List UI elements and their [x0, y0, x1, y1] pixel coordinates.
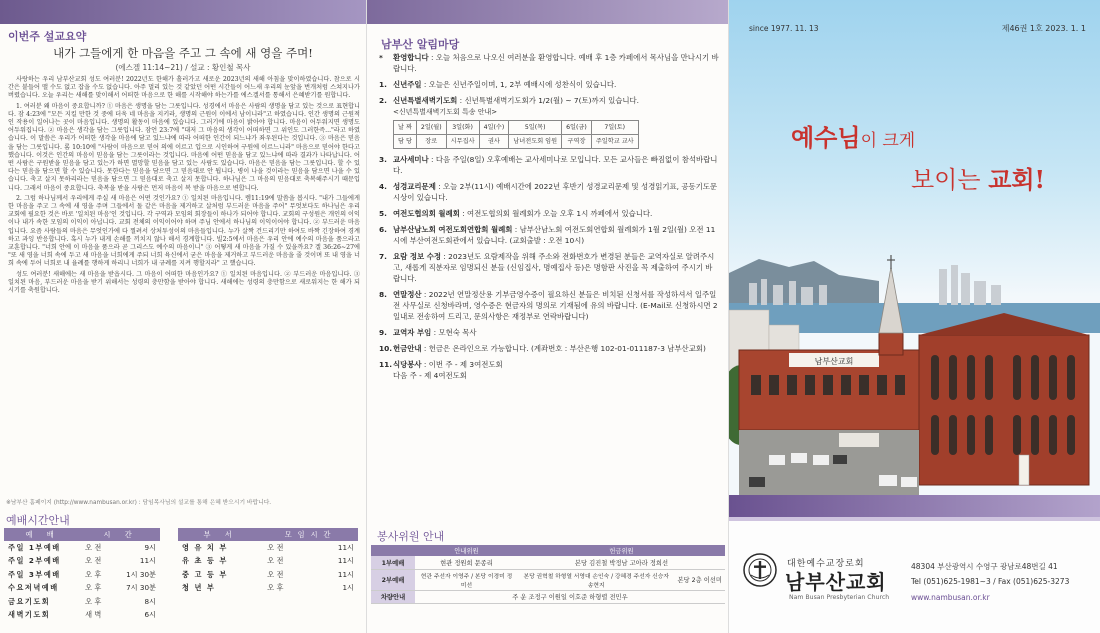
- ribbon-stripe: [729, 517, 1100, 521]
- worship-name: 새벽기도회: [8, 610, 51, 620]
- slogan-line-2: [911, 160, 1045, 195]
- announcement-item: [379, 224, 719, 246]
- table-cell: 날 짜: [394, 121, 417, 135]
- slogan-jesus: 예수님: [791, 123, 861, 152]
- department-hour: 11시: [337, 569, 354, 579]
- homepage-note: ※남부산 홈페이지 (http://www.nambusan.or.kr) : 담임목사님의 설교를 통해 은혜 받으시기 바랍니다.: [6, 500, 272, 506]
- header-time: 시 간: [81, 528, 160, 541]
- announcement-item: [379, 208, 719, 219]
- item-number: 8.: [379, 290, 387, 299]
- worship-name: 금요기도회: [8, 596, 51, 606]
- item-text: : 신년특별새벽기도회가 1/2(월) ~ 7(토)까지 있습니다.: [457, 96, 640, 105]
- roster-label: 차량안내: [371, 590, 415, 603]
- dawn-table-title: <신년특별새벽기도회 특송 안내>: [393, 108, 498, 116]
- sermon-paragraph: 사랑하는 우리 남부산교회 성도 여러분! 2022년도 한해가 흘러가고 새로운 2023년의 새해 아침을 맞이하였습니다. 참으로 시간은 붙들어 맬 수도 없고 잡을 수도 없습니다. 아주 멀리 있는 것 같았던 어떤 시간들이 어느새 우리의 눈앞을 번개처럼 스쳐지나가 버렸습니다. 오늘 우리는 새해를 맞이해서 어떠한 마음으로 한 해를 시작해야 하는가를 에스겔서를 통해서 은혜받기를 원합니다.: [8, 76, 360, 100]
- slogan-line-1: [791, 118, 915, 153]
- table-cell: 남녀전도회 임원: [509, 135, 562, 149]
- department-ampm: 오 전: [267, 542, 284, 552]
- worship-ampm: 오 후: [85, 583, 102, 593]
- worship-hour: 1시 30분: [126, 569, 156, 579]
- department-name: 청 년 부: [182, 583, 216, 593]
- item-heading: 연말정산: [393, 290, 422, 299]
- item-number: 1.: [379, 80, 387, 89]
- table-row: [178, 555, 358, 569]
- table-cell: 장로: [416, 135, 446, 149]
- item-heading: 교역자 부임: [393, 328, 432, 337]
- table-row: [4, 595, 160, 609]
- table-row: [394, 121, 639, 135]
- header-worship: 예 배: [4, 528, 81, 541]
- sermon-panel: [0, 0, 366, 633]
- item-text: : 이번 주 - 제 3여전도회 다음 주 - 제 4여전도회: [393, 360, 503, 380]
- dawn-prayer-table: [393, 120, 639, 149]
- worship-name: 주일 1부예배: [8, 542, 61, 552]
- roster-offering: 본당 김진철 박정남 고아라 정희선: [518, 556, 725, 569]
- table-cell: 7일(토): [591, 121, 638, 135]
- department-ampm: 오 전: [267, 569, 284, 579]
- department-schedule-table: [178, 528, 358, 595]
- department-ampm: 오 후: [267, 583, 284, 593]
- announcement-item: [379, 289, 719, 322]
- building-sign: 남부산교회: [814, 357, 854, 366]
- item-text: : 오늘 처음으로 나오신 여러분을 환영합니다. 예배 후 1층 카페에서 목사님을 만나시기 바랍니다.: [393, 53, 719, 73]
- item-text: : 여전도협의회 월례회가 오늘 오후 1시 까페에서 있습니다.: [459, 209, 653, 218]
- header-offering: 헌금위원: [518, 545, 725, 556]
- table-cell: 2일(월): [416, 121, 446, 135]
- item-number: 9.: [379, 328, 387, 337]
- table-cell: 시무집사: [446, 135, 479, 149]
- header-department: 부 서: [178, 528, 263, 541]
- item-heading: 헌금안내: [393, 344, 422, 353]
- roster-offering: 본당 권혁철 하형열 서영대 손인숙 / 강혜경 주선자 신승자 송현지: [518, 569, 674, 590]
- table-row: [4, 541, 160, 555]
- announcement-item: [379, 327, 719, 338]
- table-cell: 3일(화): [446, 121, 479, 135]
- item-number: 5.: [379, 209, 387, 218]
- announcement-item: [379, 79, 719, 90]
- roster-label: 2부예배: [371, 569, 415, 590]
- item-text: : 다음 주일(8일) 오후예배는 교사세미나로 모입니다. 모든 교사들은 빠짐없이 참석바랍니다.: [393, 155, 718, 175]
- church-address: 48304 부산광역시 수영구 광남로48번길 41: [911, 562, 1058, 571]
- worship-hour: 8시: [144, 596, 156, 606]
- header-meeting-time: 모임시간: [263, 528, 358, 541]
- ribbon-band: [729, 495, 1100, 517]
- item-text: : 2023년도 요람제작을 위해 주소와 전화번호가 변경된 분들은 교역자실로 알려주시고, 새롭게 직분자로 임명되신 분들 (신임집사, 명예집사 등)은 명함판 사진을 꼭 제출하여 주시기 바랍니다.: [393, 252, 715, 283]
- worship-schedule-table: [4, 528, 160, 622]
- item-text: : 2022년 연말정산용 기부금영수증이 필요하신 분들은 비치된 신청서를 작성하셔서 일주일전 사무실로 신청바라며, 영수증은 현금자의 명의로 기재됨에 유의 바랍니다. (E-Mail로 신청하시면 2일내로 전송하여 드리고, 문의사항은 재정부로 연락바랍니다): [393, 290, 718, 321]
- announcement-welcome: [379, 52, 719, 74]
- item-heading: 남부산남노회 여전도회연합회 월례회: [393, 225, 513, 234]
- item-heading: 성경교리문제: [393, 182, 436, 191]
- item-text: : 모현숙 목사: [431, 328, 477, 337]
- table-row: [394, 135, 639, 149]
- church-english-name: Nam Busan Presbyterian Church: [789, 594, 890, 601]
- announcement-item: [379, 359, 719, 381]
- announcement-item: [379, 154, 719, 176]
- worship-ampm: 새 벽: [85, 610, 102, 620]
- sermon-title: 내가 그들에게 한 마음을 주고 그 속에 새 영을 주며!: [53, 46, 313, 60]
- worship-hour: 7시 30분: [126, 583, 156, 593]
- church-name: 남부산교회: [785, 570, 887, 594]
- sermon-paragraph: 1. 여러분 왜 마음이 중요합니까? ① 마음은 생명을 담는 그릇입니다. 성경에서 마음은 사람의 생명을 담고 있는 것으로 표현합니다. 잠 4:23에 "모든 지킬 만한 것 중에 더욱 네 마음을 지키라, 생명의 근원이 이에서 남이니라"고 하였습니다. 인간 생명의 근원적인 작용이 일어나는 곳이 마음입니다. 생명의 활동이 마음에 있습니다. 그러기에 마음이 밝아야 합니다. 마음이 어두워지면 생명도 어두워집니다. ② 마음은 생각을 담는 그릇입니다. 잠언 23:7에 "대저 그 마음의 생각이 어떠하면 그 위인도 그러한즉..."라고 하였습니다. 이 말씀은 우리가 어떠한 생각을 마음에 담고 있느냐에 따라 어떠한 인간이 되느냐가 좌우된다는 것입니다. ③ 마음은 믿음을 담는 그릇입니다. 롬 10:10에 "사람이 마음으로 믿어 의에 이르고 입으로 시인하여 구원에 이르느니라" 마음으로 믿어야 한다고 했습니다. 이것은 인간의 마음이 믿음을 담는 그릇이라는 것입니다. 마음에 어떤 믿음을 담고 있느냐에 따라 결과가 나타납니다. 어떤 사람은 구원받을 믿음을 담고 있는가 하면 멸망할 믿음을 담고 있는 사람도 있습니다. 마음은 믿음을 담는 그릇입니다. 할 수 있다는 믿음을 담으면 할 수 있습니다. 못한다는 믿음을 담으면 그 믿음대로 안 됩니다. 병이 나을 것이라는 믿음을 담으면 나을 수 있습니다. 축고 살지 못하리라는 믿음을 담으면 그 믿음대로 축고 살지 못합니다. 하나님은 그 마음의 믿음대로 축복해주시기 때문입니다. 그래서 마음이 중요합니다. 축복을 받을 사람은 먼저 마음이 복 받을 마음으로 변합니다.: [8, 102, 360, 192]
- service-roster-title: 봉사위원 안내: [377, 530, 445, 543]
- table-cell: 5일(목): [509, 121, 562, 135]
- worship-ampm: 오 전: [85, 542, 102, 552]
- issue-info: 제46권 1호 2023. 1. 1: [1001, 24, 1086, 33]
- item-number: 10.: [379, 344, 393, 353]
- worship-ampm: 오 후: [85, 569, 102, 579]
- roster-label: 1부예배: [371, 556, 415, 569]
- worship-hour: 9시: [144, 542, 156, 552]
- sermon-paragraph: 2. 그럼 하나님께서 우리에게 주실 새 마음은 어떤 것인가요? ① 일치된 마음입니다. 렘11:19에 말씀을 봅시다. "내가 그들에게 한 마음을 주고 그 속에 새 영을 주며 그들에서 돌 같은 마음을 제거하고 살처럼 부드러운 마음을 주어" 무엇보다도 하나님은 우리 교회에 필요한 것은 바로 '일치된 마음'인 것입니다. 각 구역과 모임의 회장들이 하나가 되어야 합니다. 교회의 구성원은 개인의 이익이나 내가 속한 모임의 이익이 아닙니다. 교회 전체의 이익이어야 하며 주님 안에서 하나님의 이익이어야 합니다. ② 부드러운 마음입니다. 요즘 사람들의 마음은 무엇인가에 다 찔려서 상처투성이의 마음들입니다. 누가 살짝 건드리기만 하여도 바짝 긴장하여 경계하고 과잉 반응합니다. 혹시 누가 내게 손해를 끼치지 않나 해서 경계합니다. 빌2:5에서 마음은 우리 안에 예수의 마음을 품으라고 교훈합니다. "너희 안에 이 마음을 품으라 곧 그리스도 예수의 마음이니" ③ 어떻게 새 마음을 가질 수 있을까요? 겔 36:26~27에 "또 새 영을 너희 속에 두고 새 마음을 너희에게 주되 너희 육신에서 굳은 마음을 제거하고 부드러운 마음을 줄 것이며 또 내 영을 너희 속에 두어 너희로 내 율례를 행하게 하리니 너희가 내 규례를 지켜 행할지라" 고 했습니다.: [8, 194, 360, 268]
- worship-name: 주일 3부예배: [8, 569, 61, 579]
- worship-ampm: 오 전: [85, 556, 102, 566]
- announcement-item: [379, 251, 719, 284]
- cover-panel: [728, 0, 1100, 633]
- roster-offering-upper: 본당 2층 이선미: [674, 569, 725, 590]
- worship-hour: 11시: [139, 556, 156, 566]
- announcement-list: [379, 52, 719, 386]
- item-text: : 오늘은 신년주일이며, 1, 2부 예배시에 성찬식이 있습니다.: [421, 80, 617, 89]
- item-number: 4.: [379, 182, 387, 191]
- announcement-item: [379, 95, 719, 153]
- item-heading: 신년특별새벽기도회: [393, 96, 458, 105]
- table-row: [178, 582, 358, 596]
- sermon-reference: (에스겔 11:14~21) / 설교 : 황인철 목사: [115, 63, 251, 72]
- item-number: 6.: [379, 225, 387, 234]
- church-photo: [729, 255, 1100, 495]
- table-row: [4, 555, 160, 569]
- department-name: 중 고 등 부: [182, 569, 228, 579]
- worship-name: 주일 2부예배: [8, 556, 61, 566]
- service-roster-table: [371, 545, 725, 604]
- table-row: [4, 582, 160, 596]
- item-number: 7.: [379, 252, 387, 261]
- church-logo-icon: [743, 553, 777, 587]
- founding-date: since 1977. 11. 13: [749, 24, 819, 33]
- table-row: [371, 590, 725, 603]
- roster-ushers: 현관 정원희 문종리: [415, 556, 518, 569]
- department-ampm: 오 전: [267, 556, 284, 566]
- announcement-item: [379, 343, 719, 354]
- slogan-big: 이 크게: [860, 131, 916, 151]
- table-cell: 6일(금): [562, 121, 592, 135]
- item-number: 3.: [379, 155, 387, 164]
- department-hour: 11시: [337, 556, 354, 566]
- denomination: 대한예수교장로회: [787, 559, 865, 569]
- slogan-church: 교회!: [988, 165, 1046, 194]
- item-heading: 여전도협의회 월례회: [393, 209, 460, 218]
- item-heading: 환영합니다: [393, 53, 429, 62]
- section-title-sermon: 이번주 설교요약: [8, 30, 87, 43]
- department-name: 영 유 치 부: [182, 542, 228, 552]
- sermon-paragraph: 성도 여러분! 새해에는 새 마음을 받읍시다. 그 마음이 어떠한 마음인가요? ① 일치된 마음입니다. ② 부드러운 마음입니다. ③ 일치된 마음, 부드러운 마음을 받기 위해서는 성령의 충만함을 받아야 합니다. 새해에는 성령의 충만함으로 새로워지는 한 해가 되시기를 축원합니다.: [8, 270, 360, 295]
- slogan-visible: 보이는: [911, 166, 989, 194]
- item-number: *: [379, 53, 383, 62]
- sermon-body: [8, 76, 360, 297]
- header-ushers: 안내위원: [415, 545, 518, 556]
- roster-ushers: 현관 주선자 이영주 / 본당 이경미 정미선: [415, 569, 518, 590]
- table-row: [4, 609, 160, 623]
- table-row: [178, 541, 358, 555]
- top-bar: [0, 0, 366, 24]
- worship-hour: 6시: [144, 610, 156, 620]
- table-cell: 담 당: [394, 135, 417, 149]
- table-cell: 4일(수): [479, 121, 509, 135]
- item-text: : 오늘 2부(11시) 예배시간에 2022년 후반기 성경교리문제 및 성경읽기표, 공동기도문 시상이 있습니다.: [393, 182, 718, 202]
- table-cell: 주일학교 교사: [591, 135, 638, 149]
- table-row: [371, 556, 725, 569]
- roster-drivers: 주 운 조정구 이원일 이호준 하형렬 전민우: [415, 590, 725, 603]
- church-phone: Tel (051)625-1981~3 / Fax (051)625-3273: [911, 577, 1070, 586]
- item-text: : 헌금은 온라인으로 가능합니다. (계좌번호 : 부산은행 102-01-011187-3 남부산교회): [421, 344, 706, 353]
- table-row: [4, 568, 160, 582]
- item-number: 11.: [379, 360, 393, 369]
- item-number: 2.: [379, 96, 387, 105]
- announcements-panel: [366, 0, 728, 633]
- table-row: [371, 569, 725, 590]
- table-row: [178, 568, 358, 582]
- church-website-link[interactable]: www.nambusan.or.kr: [911, 593, 990, 602]
- department-hour: 11시: [337, 542, 354, 552]
- item-heading: 식당봉사: [393, 360, 422, 369]
- worship-ampm: 오 후: [85, 596, 102, 606]
- announcement-item: [379, 181, 719, 203]
- announcements-title: 남부산 알림마당: [381, 38, 460, 51]
- table-cell: 권사: [479, 135, 509, 149]
- worship-schedule-title: 예배시간안내: [6, 514, 70, 527]
- item-heading: 교사세미나: [393, 155, 429, 164]
- item-heading: 요람 정보 수정: [393, 252, 441, 261]
- worship-name: 수요저녁예배: [8, 583, 59, 593]
- department-hour: 1시: [342, 583, 354, 593]
- item-heading: 신년주일: [393, 80, 422, 89]
- top-bar: [367, 0, 728, 24]
- table-cell: 구역장: [562, 135, 592, 149]
- department-name: 유 초 등 부: [182, 556, 228, 566]
- item-text: : 남부산남노회 여전도회연합회 월례회가 1월 2일(월) 오전 11시에 부산여전도회관에서 있습니다. (교회출발 : 오전 10시): [393, 225, 716, 245]
